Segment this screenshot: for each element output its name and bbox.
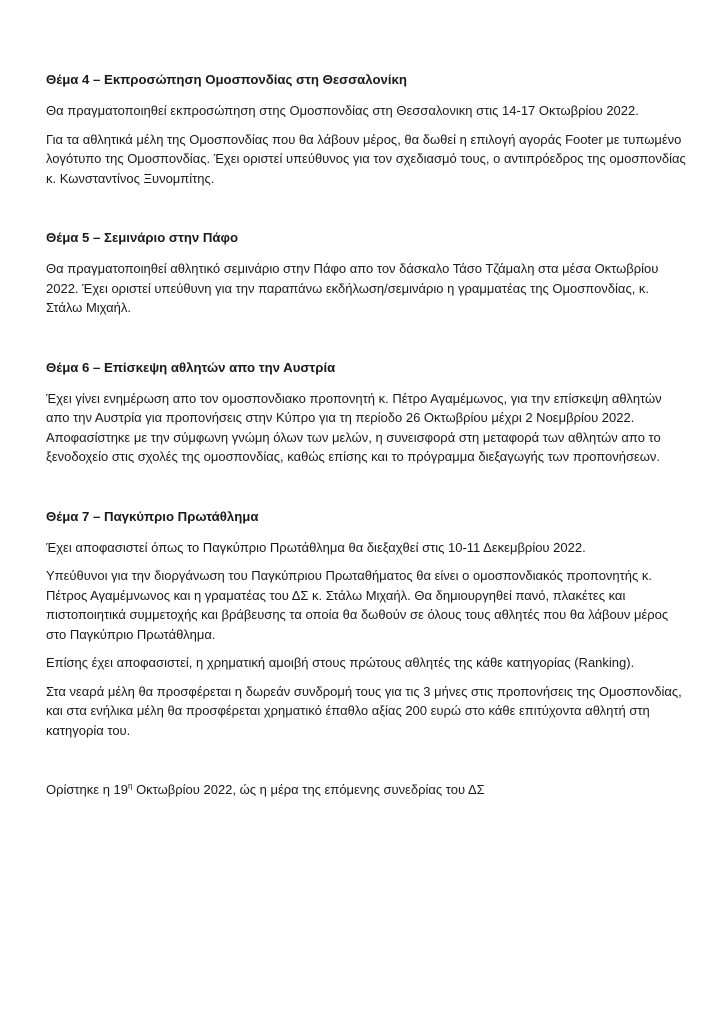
document-body bbox=[46, 70, 686, 813]
closing-text-end: Οκτωβρίου 2022, ώς η μέρα της επόμενης συνεδρίας του ΔΣ bbox=[132, 782, 485, 797]
paragraph: Θα πραγματοποιηθεί εκπροσώπηση στης Ομοσπονδίας στη Θεσσαλονικη στις 14-17 Οκτωβρίου 2022. bbox=[46, 103, 639, 118]
section-heading: Θέμα 7 – Παγκύπριο Πρωτάθλημα bbox=[46, 508, 259, 524]
paragraph: Θα πραγματοποιηθεί αθλητικό σεμινάριο στην Πάφο απο τον δάσκαλο Τάσο Τζάμαλη στα μέσα Οκτωβρίου 2022. Έχει οριστεί υπεύθυνη για την παραπάνω εκδήλωση/σεμινάριο η γραμματέας της Ομοσπονδίας, κ. Στάλω Μιχαήλ. bbox=[46, 261, 659, 315]
paragraph: Στα νεαρά μέλη θα προσφέρεται η δωρεάν συνδρομή τους για τις 3 μήνες στις προπονήσεις της Ομοσπονδίας, και στα ενήλικα μέλη θα προσφέρεται χρηματικό έπαθλο αξίας 200 ευρώ στο κάθε επιτύχοντα αθλητή στη κατηγορία του. bbox=[46, 683, 682, 738]
section-topic-6 bbox=[46, 358, 686, 467]
section-heading: Θέμα 6 – Επίσκεψη αθλητών απο την Αυστρία bbox=[46, 359, 336, 375]
section-topic-5 bbox=[46, 228, 686, 318]
paragraph: Επίσης έχει αποφασιστεί, η χρηματική αμοιβή στους πρώτους αθλητές της κάθε κατηγορίας (Ranking). bbox=[46, 655, 635, 670]
paragraph: Για τα αθλητικά μέλη της Ομοσπονδίας που θα λάβουν μέρος, θα δωθεί η επιλογή αγοράς Footer με τυπωμένο λογότυπο της Ομοσπονδίας. Έχει οριστεί υπεύθυνος για τον σχεδιασμό τους, ο αντιπρόεδρος της ομοσπονδίας κ. Κωνσταντίνος Ξυνομπίτης. bbox=[46, 131, 686, 186]
next-meeting-note bbox=[46, 780, 686, 800]
closing-text-start: Ορίστηκε η 19 bbox=[46, 782, 128, 797]
paragraph: Έχει αποφασιστεί όπως το Παγκύπριο Πρωτάθλημα θα διεξαχθεί στις 10-11 Δεκεμβρίου 2022. bbox=[46, 539, 586, 555]
paragraph: Έχει γίνει ενημέρωση απο τον ομοσπονδιακο προπονητή κ. Πέτρο Αγαμέμωνος, για την επίσκεψη αθλητών απο την Αυστρία για προπονήσεις στην Κύπρο για τη περίοδο 26 Οκτωβρίου μέχρι 2 Νοεμβρίου 2022. Αποφασίστηκε με την σύμφωνη γνώμη όλων των μελών, η συνεισφορά στη μεταφορά των αθλητών απο το ξενοδοχείο στις σχολές της ομοσπονδίας, καθώς επίσης και το πρόγραμμα διεξαγωγής των προπονήσεων. bbox=[46, 390, 662, 464]
paragraph: Υπεύθυνοι για την διοργάνωση του Παγκύπριου Πρωταθήματος θα είνει ο ομοσπονδιακός προπονητής κ. Πέτρος Αγαμέμνωνος και η γραματέας του ΔΣ κ. Στάλω Μιχαήλ. Θα δημιουργηθεί πανό, πλακέτες και πιστοποιητικά συμμετοχής και βράβευσης τα οποία θα δωθούν σε όλους τους αθλητές που θα λάβουν μέρος στο Παγκύπριο Πρωτάθλημα. bbox=[46, 568, 669, 642]
section-heading: Θέμα 4 – Εκπροσώπηση Ομοσπονδίας στη Θεσσαλονίκη bbox=[46, 72, 407, 87]
section-heading: Θέμα 5 – Σεμινάριο στην Πάφο bbox=[46, 230, 239, 245]
ordinal-superscript: η bbox=[128, 781, 133, 791]
section-topic-7 bbox=[46, 507, 686, 741]
section-topic-4 bbox=[46, 70, 686, 188]
